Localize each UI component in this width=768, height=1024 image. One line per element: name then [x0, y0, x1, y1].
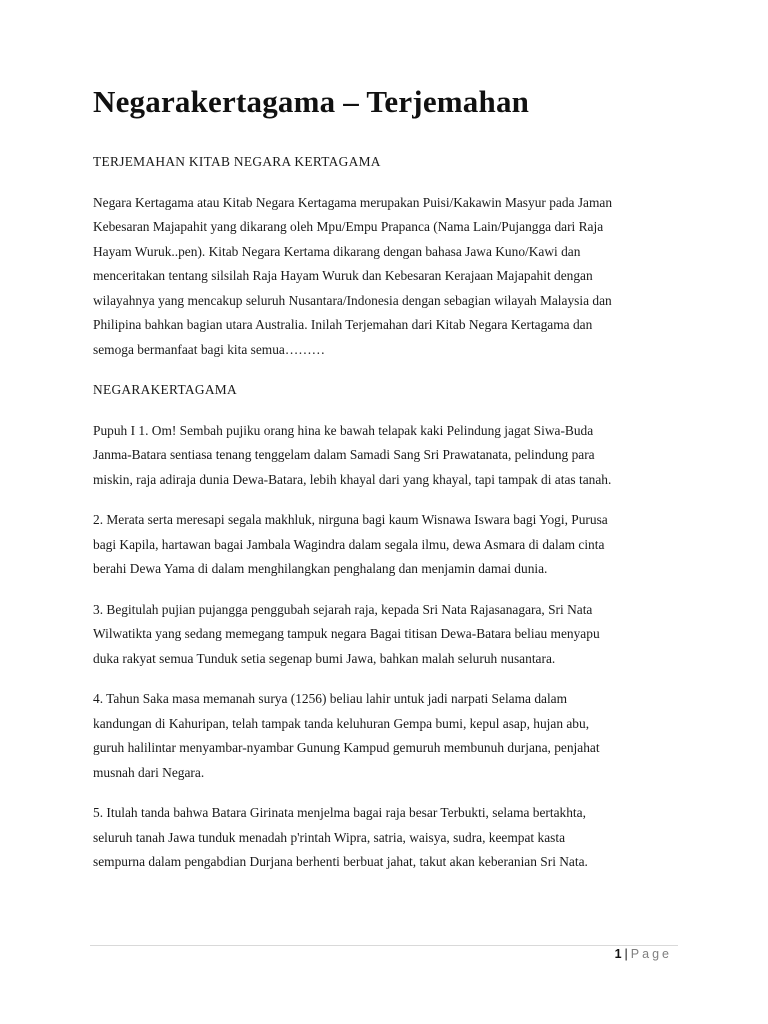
text-line: kandungan di Kahuripan, telah tampak tanda keluhuran Gempa bumi, kepul asap, hujan abu, [93, 715, 590, 731]
text-line: Philipina bahkan bagian utara Australia. Inilah Terjemahan dari Kitab Negara Kertagama dan [93, 317, 593, 332]
text-line: Wilwatikta yang sedang memegang tampuk negara Bagai titisan Dewa-Batara beliau menyapu [93, 626, 600, 641]
verse-paragraph-2 [93, 508, 693, 582]
text-line: Kebesaran Majapahit yang dikarang oleh Mpu/Empu Prapanca (Nama Lain/Pujangga dari Raja [93, 219, 604, 234]
text-line: Negara Kertagama atau Kitab Negara Kertagama merupakan Puisi/Kakawin Masyur pada Jaman [93, 194, 613, 210]
verse-paragraph-1 [93, 419, 693, 493]
text-line: semoga bermanfaat bagi kita semua……… [93, 341, 326, 357]
text-line: miskin, raja adiraja dunia Dewa-Batara, lebih khayal dari yang khayal, tapi tampak di atas tanah. [93, 471, 612, 487]
intro-paragraph [93, 191, 693, 363]
page-number: 1 [614, 947, 622, 961]
text-line: 4. Tahun Saka masa memanah surya (1256) beliau lahir untuk jadi narpati Selama dalam [93, 691, 568, 706]
document-body [93, 150, 693, 891]
section-heading-negarakertagama: NEGARAKERTAGAMA [93, 382, 237, 397]
text-line: guruh halilintar menyambar-nyambar Gunung Kampud gemuruh membunuh durjana, penjahat [93, 740, 600, 755]
text-line: berahi Dewa Yama di dalam menghilangkan penghalang dan menjamin damai dunia. [93, 561, 548, 576]
text-line: menceritakan tentang silsilah Raja Hayam Wuruk dan Kebesaran Kerajaan Majapahit dengan [93, 268, 593, 283]
text-line: 2. Merata serta meresapi segala makhluk, nirguna bagi kaum Wisnawa Iswara bagi Yogi, Purusa [93, 512, 608, 527]
page-label: Page [630, 947, 672, 961]
verse-paragraph-5 [93, 801, 693, 875]
text-line: seluruh tanah Jawa tunduk menadah p'rintah Wipra, satria, waisya, sudra, keempat kasta [93, 829, 566, 845]
verse-paragraph-3 [93, 598, 693, 672]
footer-divider [90, 945, 678, 946]
text-line: musnah dari Negara. [93, 764, 205, 780]
text-line: 3. Begitulah pujian pujangga penggubah sejarah raja, kepada Sri Nata Rajasanagara, Sri Nata [93, 601, 593, 617]
text-line: Janma-Batara sentiasa tenang tenggelam dalam Samadi Sang Sri Prawatanata, pelindung para [93, 447, 595, 462]
text-line: Pupuh I 1. Om! Sembah pujiku orang hina ke bawah telapak kaki Pelindung jagat Siwa-Buda [93, 422, 594, 438]
verse-paragraph-4 [93, 687, 693, 785]
text-line: bagi Kapila, hartawan bagai Jambala Wagindra dalam segala ilmu, dewa Asmara di dalam cinta [93, 536, 605, 552]
text-line: wilayahnya yang mencakup seluruh Nusantara/Indonesia dengan sebagian wilayah Malaysia dan [93, 292, 612, 308]
section-heading-terjemahan: TERJEMAHAN KITAB NEGARA KERTAGAMA [93, 154, 381, 169]
footer-separator: | [624, 947, 628, 961]
text-line: Hayam Wuruk..pen). Kitab Negara Kertama dikarang dengan bahasa Jawa Kuno/Kawi dan [93, 243, 581, 259]
text-line: 5. Itulah tanda bahwa Batara Girinata menjelma bagai raja besar Terbukti, selama bertakhta, [93, 805, 586, 820]
text-line: sempurna dalam pengabdian Durjana berhenti berbuat jahat, takut akan keberanian Sri Nata. [93, 854, 588, 869]
document-title: Negarakertagama – Terjemahan [93, 84, 530, 119]
text-line: duka rakyat semua Tunduk setia segenap bumi Jawa, bahkan malah seluruh nusantara. [93, 650, 556, 666]
page-footer [615, 947, 672, 961]
